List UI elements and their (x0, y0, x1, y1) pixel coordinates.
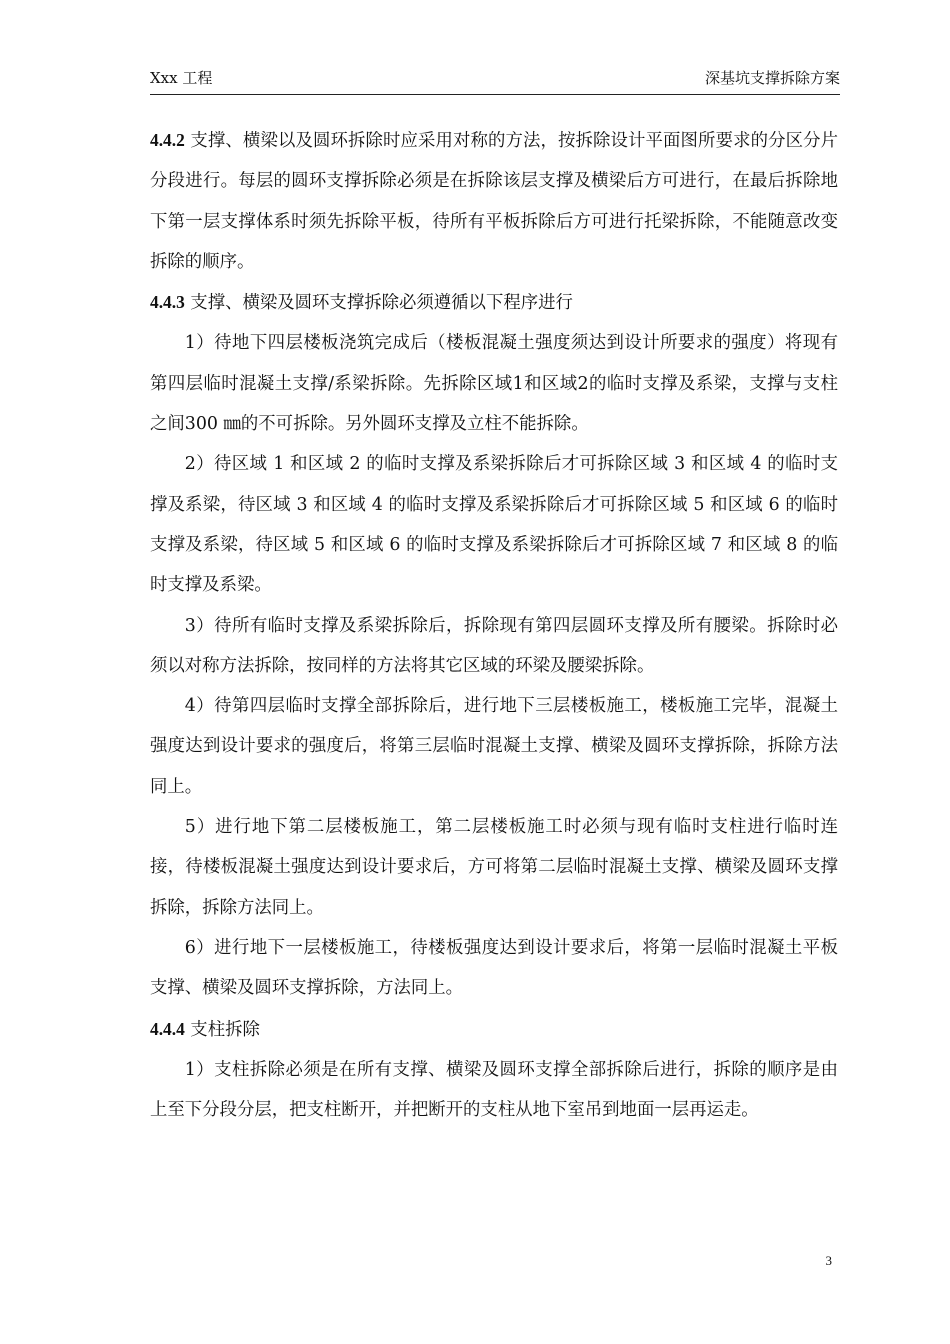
section-heading-text: 支撑、横梁及圆环支撑拆除必须遵循以下程序进行 (184, 293, 573, 314)
paragraph-column-removal: 1）支柱拆除必须是在所有支撑、横梁及圆环支撑全部拆除后进行，拆除的顺序是由上至下分段分层，把支柱断开，并把断开的支柱从地下室吊到地面一层再运走。 (150, 1059, 838, 1121)
section-text: 支撑、横梁以及圆环拆除时应采用对称的方法，按拆除设计平面图所要求的分区分片分段进行。每层的圆环支撑拆除必须是在拆除该层支撑及横梁后方可进行，在最后拆除地下第一层支撑体系时须先拆除平板，待所有平板拆除后方可进行托梁拆除，不能随意改变拆除的顺序。 (150, 131, 838, 272)
section-heading-text: 支柱拆除 (184, 1019, 260, 1040)
section-4-4-2 (150, 120, 838, 282)
paragraph-step-3: 3）待所有临时支撑及系梁拆除后，拆除现有第四层圆环支撑及所有腰梁。拆除时必须以对称方法拆除，按同样的方法将其它区域的环梁及腰梁拆除。 (150, 615, 838, 676)
header-project-name: Xxx 工程 (150, 69, 213, 87)
document-body (150, 120, 838, 1130)
page-header (150, 66, 840, 95)
paragraph-step-1: 1）待地下四层楼板浇筑完成后（楼板混凝土强度须达到设计所要求的强度）将现有第四层临时混凝土支撑/系梁拆除。先拆除区域1和区域2的临时支撑及系梁，支撑与支柱之间300 ㎜的不可拆除。另外圆环支撑及立柱不能拆除。 (150, 333, 838, 435)
section-number: 4.4.3 (150, 292, 185, 313)
paragraph-step-5: 5）进行地下第二层楼板施工，第二层楼板施工时必须与现有临时支柱进行临时连接，待楼板混凝土强度达到设计要求后，方可将第二层临时混凝土支撑、横梁及圆环支撑拆除，拆除方法同上。 (150, 817, 838, 918)
header-document-title: 深基坑支撑拆除方案 (704, 69, 840, 87)
section-4-4-4-heading (150, 1009, 838, 1050)
paragraph-step-4: 4）待第四层临时支撑全部拆除后，进行地下三层楼板施工，楼板施工完毕，混凝土强度达到设计要求的强度后，将第三层临时混凝土支撑、横梁及圆环支撑拆除，拆除方法同上。 (150, 696, 838, 797)
section-number: 4.4.4 (150, 1018, 185, 1039)
section-4-4-3-heading (150, 282, 838, 323)
page-number: 3 (825, 1253, 832, 1268)
section-number: 4.4.2 (150, 130, 185, 150)
paragraph-step-2: 2）待区域 1 和区域 2 的临时支撑及系梁拆除后才可拆除区域 3 和区域 4 的临时支撑及系梁，待区域 3 和区域 4 的临时支撑及系梁拆除后才可拆除区域 5 和区域 6 的临时支撑及系梁，待区域 5 和区域 6 的临时支撑及系梁拆除后才可拆除区域 7 和区域 8 的临时支撑及系梁。 (150, 454, 838, 596)
paragraph-step-6: 6）进行地下一层楼板施工，待楼板强度达到设计要求后，将第一层临时混凝土平板支撑、横梁及圆环支撑拆除，方法同上。 (150, 937, 838, 999)
